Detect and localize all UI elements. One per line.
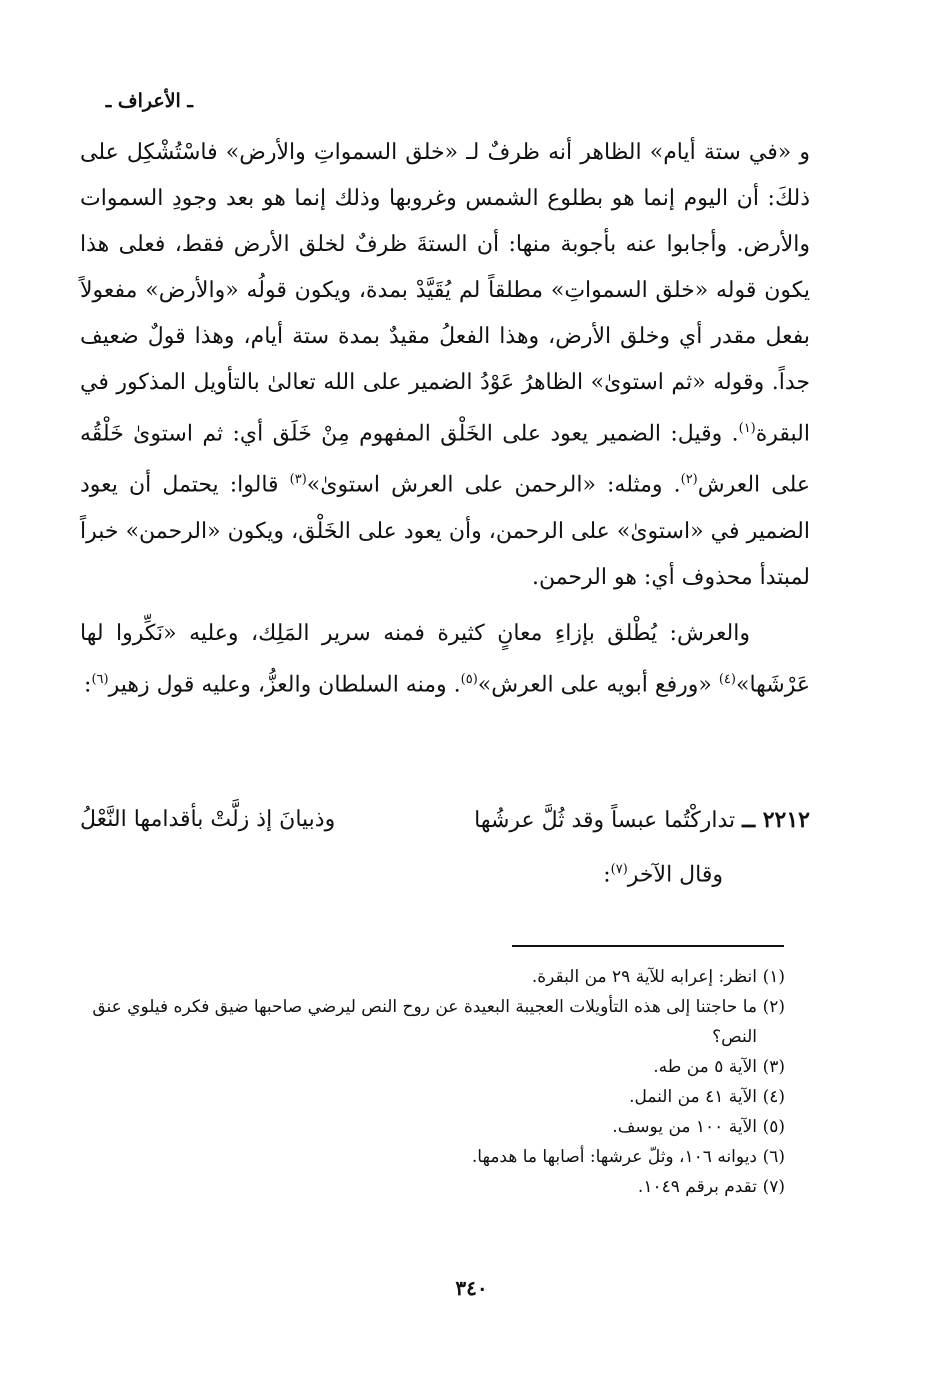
main-text — [80, 130, 810, 708]
verse-first-half: ٢٢١٢ ــ تداركْتُما عبساً وقد ثُلَّ عرشُها — [474, 807, 810, 833]
page-number: ٣٤٠ — [455, 1276, 488, 1300]
verse-second-half: وذبيانَ إذ زلَّتْ بأقدامها النَّعْلُ — [80, 807, 336, 832]
footnote-item: (١) انظر: إعرابه للآية ٢٩ من البقرة. — [531, 967, 785, 987]
footnote-ref: (٣) — [289, 472, 307, 488]
footnote-item: (٦) ديوانه ١٠٦، وثلّ عرشها: أصابها ما هدمها. — [471, 1147, 785, 1167]
footnote-ref: (١) — [738, 421, 756, 436]
footnote-ref: (٦) — [91, 671, 109, 687]
footnote-ref: (٢) — [680, 472, 698, 488]
footnote-item: (٥) الآية ١٠٠ من يوسف. — [612, 1117, 785, 1137]
footnote-ref: (٧) — [610, 862, 628, 877]
running-header: ـ الأعراف ـ — [105, 90, 193, 112]
paragraph-1: و «في ستة أيام» الظاهر أنه ظرفٌ لـ «خلق السمواتِ والأرض» فاسْتُشْكِل على ذلكَ: أن اليوم إنما هو بطلوع الشمس وغروبها وذلك إنما هو بعد وجودِ السموات والأرض. وأجابوا عنه بأجوبة منها: أن الستةَ ظرفٌ لخلق الأرض فقط، فعلى هذا يكون قوله «خلق السمواتِ» مطلقاً لم يُقَيَّدْ بمدة، ويكون قولُه «والأرض» مفعولاً بفعل مقدر أي وخلق الأرض، وهذا الفعلُ مقيدٌ بمدة ستة أيام، وهذا قولٌ ضعيف جداً. وقوله «ثم استوىٰ» الظاهرُ عَوْدُ الضمير على الله تعالىٰ بالتأويل المذكور في البقرة$^{(١)}$. وقيل: الضمير يعود على الخَلْق المفهوم مِنْ خَلَق أي: ثم استوىٰ خَلْقُه على العرش$^{(٢)}$. ومثله: «الرحمن على العرش استوىٰ»$^{(٣)}$ قالوا: يحتمل أن يعود الضمير في «استوىٰ» على الرحمن، وأن يعود على الخَلْق، ويكون «الرحمن» خبراً لمبتدأ محذوف أي: هو الرحمن. — [80, 140, 811, 590]
verse-number: ٢٢١٢ ــ — [742, 807, 810, 833]
after-verse-line: وقال الآخر$^{(٧)}$: — [603, 862, 723, 888]
footnote-item: (٧) تقدم برقم ١٠٤٩. — [637, 1177, 785, 1197]
footnote-item: (٤) الآية ٤١ من النمل. — [629, 1087, 785, 1107]
footnote-ref: (٤) — [718, 671, 736, 687]
footnotes — [80, 962, 785, 1202]
paragraph-2: والعرش: يُطْلق بإزاءِ معانٍ كثيرة فمنه سرير المَلِك، وعليه «نَكِّروا لها عَرْشَها»$^{(٤)}$ «ورفع أبويه على العرش»$^{(٥)}$. ومنه السلطان والعزُّ، وعليه قول زهير$^{(٦)}$: — [80, 620, 810, 697]
footnote-item: (٢) ما حاجتنا إلى هذه التأويلات العجيبة البعيدة عن روح النص ليرضي صاحبها ضيق فكره فيلوي عنق النص؟ — [92, 997, 785, 1047]
footnote-separator — [512, 945, 784, 947]
footnote-item: (٣) الآية ٥ من طه. — [653, 1057, 785, 1077]
poetry-verse — [80, 800, 810, 841]
footnote-ref: (٥) — [460, 671, 478, 687]
